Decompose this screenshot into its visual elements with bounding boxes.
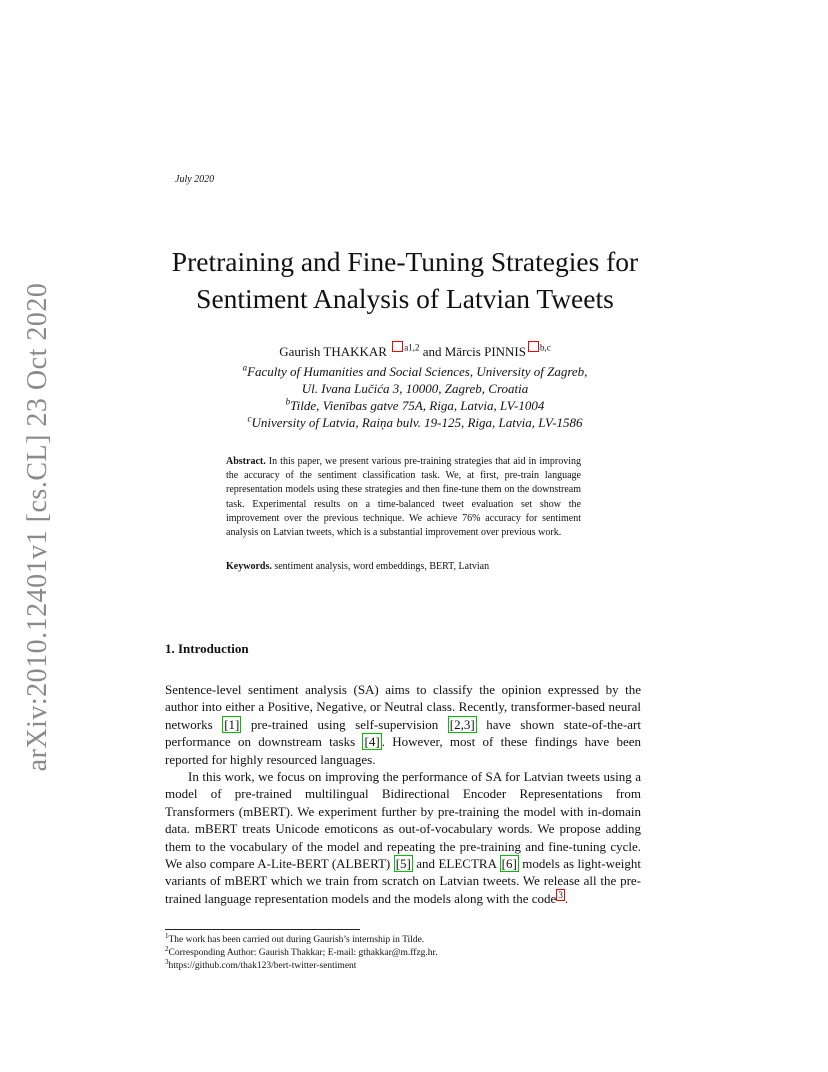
title-line-2: Sentiment Analysis of Latvian Tweets [196,283,614,314]
paragraph: Sentence-level sentiment analysis (SA) aims to classify the opinion expressed by the author into either a Positive, Negative, or Neutral class. Recently, transformer-based neural networks [1] pre-trained using self-supervision [2,3] have shown state-of-the-art performance on downstream tasks [4] . However, most of these findings have been reported for highly resourced languages. [165,682,641,767]
section-heading-introduction: 1. Introduction [165,641,249,656]
affiliation-a: $^a$Faculty of Humanities and Social Sciences, University of Zagreb, [242,362,588,379]
affiliation-mark: b [285,396,291,407]
affiliation-mark: a [242,362,248,373]
paper-title [140,243,670,317]
affiliation-a-address: Ul. Ivana Lučića 3, 10000, Zagreb, Croatia [301,381,529,396]
keywords-label: Keywords. [226,561,272,572]
author-affiliation-mark: b,c [540,342,551,353]
orcid-link-icon[interactable] [392,341,403,352]
citation-link[interactable]: [4] [364,734,380,750]
citation-link[interactable]: [1] [224,716,240,732]
keywords-text: sentiment analysis, word embeddings, BERT, Latvian [274,561,490,572]
affiliation-mark: c [247,413,252,424]
footnotes [165,931,641,973]
author-connector: and [419,344,445,359]
author-affiliation-mark: a1,2 [404,342,420,353]
affiliation-b: $^b$Tilde, Vienības gatve 75A, Riga, Latvia, LV-1004 [285,396,545,413]
citation-link[interactable]: [6] [501,856,517,872]
abstract-label: Abstract. [226,456,266,467]
abstract-text: In this paper, we present various pre-training strategies that aid in improving the accuracy of the sentiment classification task. We, at first, pre-train language representation models using these strategies and then fine-tune them on the downstream task. Experimental results on a time-balanced tweet evaluation set show the improvement over the previous technique. We achieve 76% accuracy for sentiment analysis on Latvian tweets, which is a substantial improvement over previous work. [226,456,582,539]
footnote: $^2$Corresponding Author: Gaurish Thakkar; E-mail: gthakkar@m.ffzg.hr. [165,944,438,958]
author-list [165,341,665,360]
abstract [226,455,581,540]
publication-date: July 2020 [175,174,215,185]
citation-link[interactable]: [2,3] [449,716,475,732]
orcid-link-icon[interactable] [528,341,539,352]
footnote-divider [165,929,360,930]
paragraph: In this work, we focus on improving the performance of SA for Latvian tweets using a model of pre-trained multilingual Bidirectional Encoder Representations from Transformers (mBERT). We experiment further by pre-training the model with in-domain data. mBERT treats Unicode emoticons as out-of-vocabulary words. We propose adding them to the vocabulary of the model and repeating the pre-training and fine-tuning cycle. We also compare A-Lite-BERT (ALBERT) [5] and ELECTRA [6] models as light-weight variants of mBERT which we train from scratch on Latvian tweets. We release all the pre-trained language representation models and the models along with the code $^3$ . [165,769,642,906]
title-line-1: Pretraining and Fine-Tuning Strategies for [171,246,639,277]
footnote: $^1$The work has been carried out during Gaurish’s internship in Tilde. [165,931,425,945]
affiliations [165,363,665,431]
arxiv-identifier-stamp: arXiv:2010.12401v1 [cs.CL] 23 Oct 2020 [22,282,53,772]
introduction-body [165,681,641,907]
footnote-link[interactable]: 3 [558,889,563,900]
author-name: Gaurish THAKKAR [279,344,387,359]
author-name: Mārcis PINNIS [444,344,526,359]
affiliation-c: $^c$University of Latvia, Raiņa bulv. 19-125, Riga, Latvia, LV-1586 [247,413,583,430]
keywords [226,561,581,572]
citation-link[interactable]: [5] [395,856,411,872]
footnote: $^3$https://github.com/thak123/bert-twitter-sentiment [165,957,357,971]
